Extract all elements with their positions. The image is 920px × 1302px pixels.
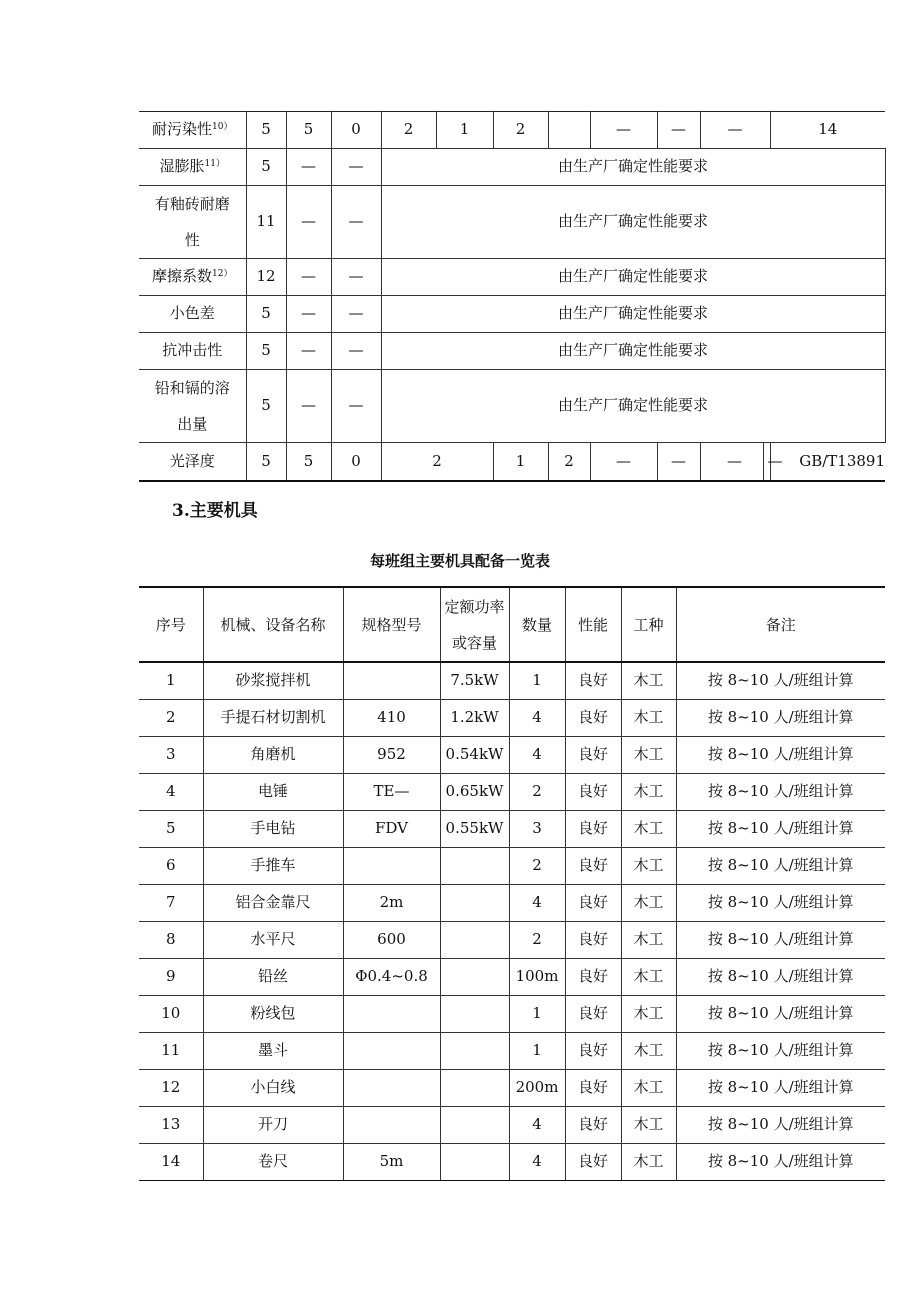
table-cell: — [331,370,381,443]
remark-cell: 按 8~10 人/班组计算 [676,1143,885,1180]
table-cell: — [286,370,331,443]
quantity-cell: 4 [509,699,565,736]
trade-cell: 木工 [621,921,676,958]
equipment-name-cell: 卷尺 [203,1143,343,1180]
merged-cell: 由生产厂确定性能要求 [381,333,885,370]
table-row [139,149,885,186]
table-header-row [139,587,885,662]
table-cell: 2 [381,443,493,482]
merged-cell: 由生产厂确定性能要求 [381,370,885,443]
table-row [139,1069,885,1106]
equipment-name-cell: 砂浆搅拌机 [203,662,343,699]
table-cell: — [590,443,657,482]
table-cell: — [657,443,700,482]
model-spec-cell: 410 [343,699,440,736]
equipment-name-cell: 手推车 [203,847,343,884]
quantity-cell: 4 [509,884,565,921]
table-cell: 5 [246,443,286,482]
remark-cell: 按 8~10 人/班组计算 [676,921,885,958]
property-name: 耐污染性$^{10)}$ [139,112,246,149]
table-cell: — [590,112,657,149]
table-cell: — [331,333,381,370]
condition-cell: 良好 [565,736,621,773]
condition-cell: 良好 [565,1032,621,1069]
table-row [139,112,885,149]
trade-cell: 木工 [621,699,676,736]
table-cell: 5 [286,443,331,482]
row-number-cell: 8 [139,921,203,958]
column-header: 机械、设备名称 [203,587,343,662]
trade-cell: 木工 [621,884,676,921]
rated-power-cell [440,1143,509,1180]
trade-cell: 木工 [621,773,676,810]
table-cell: 5 [246,370,286,443]
table-row [139,370,885,443]
property-name: 抗冲击性 [139,333,246,370]
equipment-name-cell: 角磨机 [203,736,343,773]
equipment-name-cell: 小白线 [203,1069,343,1106]
table-cell: 5 [246,149,286,186]
table-row [139,296,885,333]
table-row [139,995,885,1032]
trade-cell: 木工 [621,1069,676,1106]
remark-cell: 按 8~10 人/班组计算 [676,773,885,810]
section-heading: 3.主要机具 [172,501,258,521]
machinery-table-body [139,662,885,1180]
equipment-name-cell: 铅丝 [203,958,343,995]
condition-cell: 良好 [565,1069,621,1106]
condition-cell: 良好 [565,773,621,810]
column-header: 工种 [621,587,676,662]
remark-cell: 按 8~10 人/班组计算 [676,995,885,1032]
trade-cell: 木工 [621,662,676,699]
remark-cell: 按 8~10 人/班组计算 [676,847,885,884]
rated-power-cell: 7.5kW [440,662,509,699]
property-name: 湿膨胀$^{11)}$ [139,149,246,186]
table-row [139,884,885,921]
quantity-cell: 2 [509,847,565,884]
row-number-cell: 10 [139,995,203,1032]
equipment-name-cell: 水平尺 [203,921,343,958]
model-spec-cell: TE— [343,773,440,810]
table-cell: — [331,149,381,186]
equipment-name-cell: 电锤 [203,773,343,810]
quantity-cell: 100m [509,958,565,995]
condition-cell: 良好 [565,847,621,884]
model-spec-cell: Φ0.4~0.8 [343,958,440,995]
column-header: 性能 [565,587,621,662]
remark-cell: 按 8~10 人/班组计算 [676,958,885,995]
model-spec-cell: 5m [343,1143,440,1180]
quantity-cell: 1 [509,662,565,699]
model-spec-cell: 952 [343,736,440,773]
remark-cell: 按 8~10 人/班组计算 [676,699,885,736]
standard-cell [767,443,885,482]
table-row [139,736,885,773]
condition-cell: 良好 [565,884,621,921]
property-name-text: 铅和镉的溶出量 [154,379,230,433]
table-row [139,662,885,699]
column-header: 序号 [139,587,203,662]
model-spec-cell [343,1032,440,1069]
table-cell: — [657,112,700,149]
row-number-cell: 7 [139,884,203,921]
table-cell: 0 [331,112,381,149]
property-name: 光泽度 [139,443,246,482]
table-row [139,847,885,884]
table-row [139,259,885,296]
table-cell: — [286,333,331,370]
table-cell: 5 [246,112,286,149]
model-spec-cell [343,847,440,884]
table-cell: — [286,186,331,259]
column-header [440,587,509,662]
model-spec-cell: FDV [343,810,440,847]
quantity-cell: 1 [509,995,565,1032]
table-cell: 11 [246,186,286,259]
table-cell: — [331,186,381,259]
properties-table [139,111,885,482]
table-cell: 1 [493,443,548,482]
row-number-cell: 12 [139,1069,203,1106]
table-cell: — [286,149,331,186]
quantity-cell: 4 [509,1143,565,1180]
column-header: 备注 [676,587,885,662]
trade-cell: 木工 [621,810,676,847]
table-cell: 5 [246,296,286,333]
quantity-cell: 1 [509,1032,565,1069]
condition-cell: 良好 [565,699,621,736]
condition-cell: 良好 [565,995,621,1032]
trade-cell: 木工 [621,736,676,773]
standard-cell: 14 [770,112,885,149]
table-cell: — [331,259,381,296]
rated-power-cell [440,958,509,995]
table-cell: 0 [331,443,381,482]
remark-cell: 按 8~10 人/班组计算 [676,736,885,773]
property-name [139,186,246,259]
table-row [139,773,885,810]
table-cell-text: — [767,451,783,470]
row-number-cell: 14 [139,1143,203,1180]
rated-power-cell: 1.2kW [440,699,509,736]
trade-cell: 木工 [621,958,676,995]
condition-cell: 良好 [565,662,621,699]
table-row [139,333,885,370]
column-header-text: 定额功率或容量 [444,597,505,652]
quantity-cell: 200m [509,1069,565,1106]
condition-cell: 良好 [565,1143,621,1180]
condition-cell: 良好 [565,958,621,995]
merged-cell: 由生产厂确定性能要求 [381,186,885,259]
table-row [139,1032,885,1069]
table-cell: 2 [381,112,436,149]
equipment-name-cell: 开刀 [203,1106,343,1143]
row-number-cell: 1 [139,662,203,699]
table-cell [700,443,770,482]
merged-cell: 由生产厂确定性能要求 [381,149,885,186]
trade-cell: 木工 [621,995,676,1032]
table-cell: 2 [493,112,548,149]
remark-cell: 按 8~10 人/班组计算 [676,1032,885,1069]
standard-cell-text: GB/T13891 [799,451,885,470]
condition-cell: 良好 [565,810,621,847]
rated-power-cell [440,847,509,884]
equipment-name-cell: 墨斗 [203,1032,343,1069]
condition-cell: 良好 [565,921,621,958]
property-name: 摩擦系数$^{12)}$ [139,259,246,296]
rated-power-cell: 0.55kW [440,810,509,847]
row-number-cell: 13 [139,1106,203,1143]
table-caption: 每班组主要机具配备一览表 [369,552,550,570]
cell-divider [763,443,764,480]
table-cell: — [331,296,381,333]
table-cell: — [286,296,331,333]
property-name: 小色差 [139,296,246,333]
rated-power-cell [440,884,509,921]
row-number-cell: 9 [139,958,203,995]
table-cell: 5 [286,112,331,149]
model-spec-cell [343,1106,440,1143]
remark-cell: 按 8~10 人/班组计算 [676,810,885,847]
equipment-name-cell: 粉线包 [203,995,343,1032]
table-cell: 5 [246,333,286,370]
row-number-cell: 3 [139,736,203,773]
model-spec-cell [343,1069,440,1106]
table-row [139,1106,885,1143]
table-row [139,186,885,259]
quantity-cell: 4 [509,736,565,773]
condition-cell: 良好 [565,1106,621,1143]
table-row [139,443,885,482]
rated-power-cell [440,921,509,958]
trade-cell: 木工 [621,1106,676,1143]
table-cell: 12 [246,259,286,296]
rated-power-cell [440,1069,509,1106]
merged-cell: 由生产厂确定性能要求 [381,296,885,333]
trade-cell: 木工 [621,1143,676,1180]
quantity-cell: 4 [509,1106,565,1143]
table-cell [548,112,590,149]
rated-power-cell [440,1032,509,1069]
rated-power-cell [440,995,509,1032]
table-row [139,921,885,958]
equipment-name-cell: 手提石材切割机 [203,699,343,736]
table-cell: 2 [548,443,590,482]
table-cell-text: — [727,451,742,470]
rated-power-cell [440,1106,509,1143]
machinery-table [139,586,885,1181]
rated-power-cell: 0.54kW [440,736,509,773]
row-number-cell: 2 [139,699,203,736]
property-name [139,370,246,443]
table-row [139,1143,885,1180]
model-spec-cell: 600 [343,921,440,958]
table-row [139,958,885,995]
equipment-name-cell: 铝合金靠尺 [203,884,343,921]
trade-cell: 木工 [621,1032,676,1069]
quantity-cell: 2 [509,921,565,958]
column-header: 数量 [509,587,565,662]
row-number-cell: 5 [139,810,203,847]
property-name-text: 有釉砖耐磨性 [154,195,230,249]
trade-cell: 木工 [621,847,676,884]
quantity-cell: 2 [509,773,565,810]
table-row [139,699,885,736]
column-header: 规格型号 [343,587,440,662]
row-number-cell: 4 [139,773,203,810]
model-spec-cell [343,995,440,1032]
model-spec-cell: 2m [343,884,440,921]
remark-cell: 按 8~10 人/班组计算 [676,1106,885,1143]
model-spec-cell [343,662,440,699]
remark-cell: 按 8~10 人/班组计算 [676,884,885,921]
rated-power-cell: 0.65kW [440,773,509,810]
equipment-name-cell: 手电钻 [203,810,343,847]
remark-cell: 按 8~10 人/班组计算 [676,662,885,699]
table-cell: — [700,112,770,149]
row-number-cell: 6 [139,847,203,884]
table-cell: — [286,259,331,296]
table-cell: 1 [436,112,493,149]
row-number-cell: 11 [139,1032,203,1069]
table-row [139,810,885,847]
merged-cell: 由生产厂确定性能要求 [381,259,885,296]
quantity-cell: 3 [509,810,565,847]
remark-cell: 按 8~10 人/班组计算 [676,1069,885,1106]
